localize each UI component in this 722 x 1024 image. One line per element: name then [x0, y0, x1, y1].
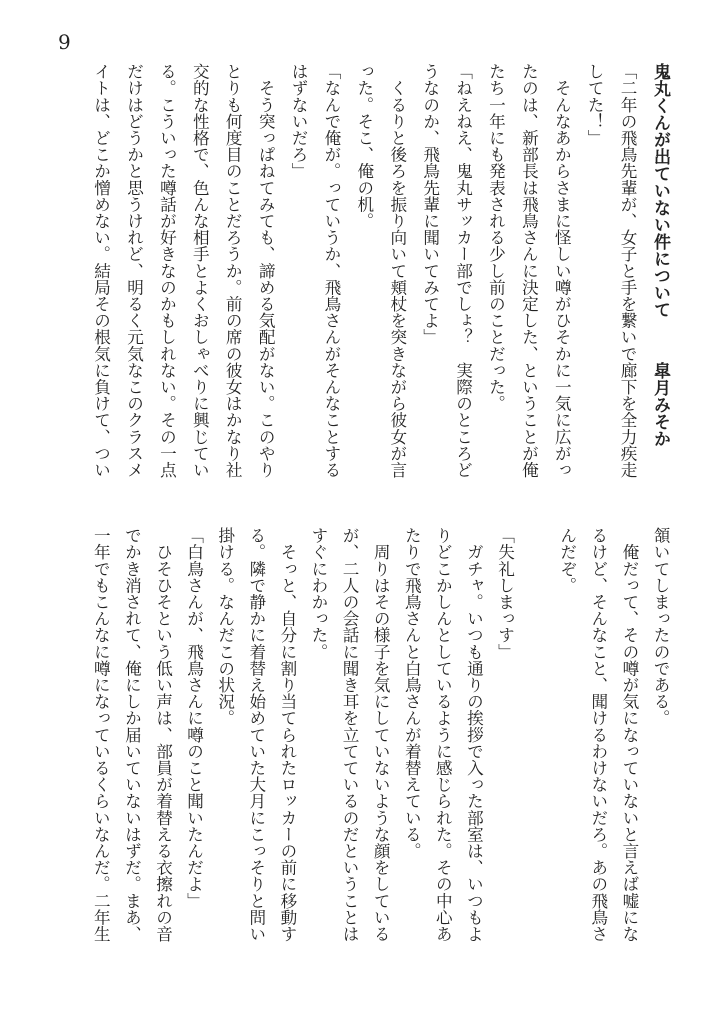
page-number: 9 [58, 30, 71, 54]
text-line: んだぞ。 [557, 527, 577, 594]
text-line: 掛ける。なんだこの状況。 [215, 527, 235, 727]
story-title: 鬼丸くんが出ていない件について [650, 63, 670, 318]
text-line: ガチャ。いつも通りの挨拶で入った部室は、いつもよ [464, 527, 484, 942]
title-line [643, 63, 676, 503]
author-name: 皐月みそか [650, 362, 670, 448]
text-line: はずないだろ」 [289, 63, 309, 180]
text-line: 「白鳥さんが、飛鳥さんに噂のこと聞いたんだよ」 [184, 527, 204, 909]
text-line: でかき消されて、俺にしか届いていないはずだ。まあ、 [122, 527, 142, 942]
upper-text-block [84, 63, 676, 503]
text-line: たち一年にも発表される少し前のことだった。 [486, 63, 506, 412]
text-line: 交的な性格で、色んな相手とよくおしゃべりに興じてい [190, 63, 210, 478]
text-line: 周りはその様子を気にしていないような顔をしている [371, 527, 391, 942]
text-line: とりも何度目のことだろうか。前の席の彼女はかなり社 [223, 63, 243, 478]
text-line: る。隣で静かに着替え始めていた大月にこっそりと問い [246, 527, 266, 942]
text-line: うなのか、飛鳥先輩に聞いてみてよ」 [420, 63, 440, 346]
text-line: だけはどうかと思うけれど、明るく元気なこのクラスメ [124, 63, 144, 478]
text-line: 「二年の飛鳥先輩が、女子と手を繋いで廊下を全力疾走 [618, 63, 638, 478]
text-line: すぐにわかった。 [308, 527, 328, 660]
text-line: ひそひそという低い声は、部員が着替える衣擦れの音 [153, 527, 173, 942]
text-line: が、二人の会話に聞き耳を立てているのだということは [340, 527, 360, 942]
text-line: してた！」 [585, 63, 605, 146]
text-line: 「なんで俺が。っていうか、飛鳥さんがそんなことする [321, 63, 341, 478]
text-line: そんなあからさまに怪しい噂がひそかに一気に広がっ [552, 63, 572, 478]
text-line: 「失礼しまっす」 [495, 527, 515, 660]
text-line: 「ねえねえ、鬼丸サッカー部でしょ？ 実際のところど [453, 63, 473, 478]
text-line: くるりと後ろを振り向いて頬杖を突きながら彼女が言 [387, 63, 407, 478]
text-line: る。こういった噂話が好きなのかもしれない。その一点 [157, 63, 177, 478]
text-line: 俺だって、その噂が気になっていないと言えば嘘にな [619, 527, 639, 942]
text-line: そう突っぱねてみても、諦める気配がない。このやり [256, 63, 276, 478]
text-line: たりで飛鳥さんと白鳥さんが着替えている。 [402, 527, 422, 859]
text-line: そっと、自分に割り当てられたロッカーの前に移動す [277, 527, 297, 942]
text-line [521, 527, 552, 967]
text-line: りどこかしんとしているように感じられた。その中心あ [433, 527, 453, 942]
text-line: るけど、そんなこと、聞けるわけないだろ。あの飛鳥さ [588, 527, 608, 942]
text-line: 頷いてしまったのである。 [651, 527, 670, 727]
text-line: たのは、新部長は飛鳥さんに決定した、ということが俺 [519, 63, 539, 478]
lower-text-block [85, 527, 676, 967]
text-line: 一年でもこんなに噂になっているくらいなんだ。二年生 [91, 527, 111, 942]
text-line: った。そこ、俺の机。 [354, 63, 374, 229]
text-line: イトは、どこか憎めない。結局その根気に負けて、つい [91, 63, 111, 478]
